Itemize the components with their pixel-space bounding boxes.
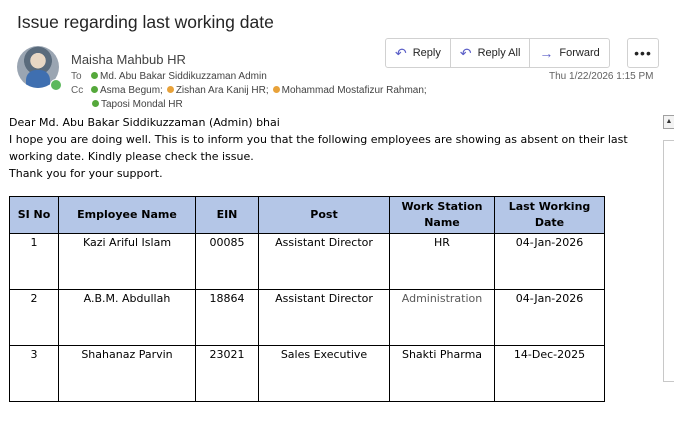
table-cell: Shakti Pharma [390,346,495,402]
more-icon: ••• [634,45,652,61]
table-header-row [10,197,605,234]
table-cell: 14-Dec-2025 [495,346,605,402]
column-header: SI No [10,197,59,234]
table-cell: 2 [10,290,59,346]
presence-icon [91,86,98,93]
table-cell: Assistant Director [259,290,390,346]
table-row [10,346,605,402]
sent-date: Thu 1/22/2026 1:15 PM [549,71,654,82]
cc-label: Cc [71,85,84,96]
table-cell: 04-Jan-2026 [495,290,605,346]
table-row [10,290,605,346]
message-actions [385,38,610,68]
reply-button[interactable]: ↶ Reply [386,39,451,67]
sender-name[interactable]: Maisha Mahbub HR [71,52,186,67]
column-header: EIN [196,197,259,234]
table-cell: 1 [10,234,59,290]
forward-button[interactable]: → Forward [539,45,600,61]
to-label: To [71,71,82,82]
scroll-up-icon[interactable]: ▲ [663,115,674,129]
column-header: Post [259,197,390,234]
recipient-cc-1[interactable]: Asma Begum; [91,85,163,96]
recipient-cc-4[interactable]: Taposi Mondal HR [92,99,183,110]
thanks-line: Thank you for your support. [9,167,163,180]
table-cell: Shahanaz Parvin [59,346,196,402]
body-paragraph: I hope you are doing well. This is to inform you that the following employees are showing as absent on their last working date. Kindly please check the issue. [9,133,628,163]
presence-icon [167,86,174,93]
table-cell: Sales Executive [259,346,390,402]
reply-all-button[interactable]: ↶ Reply All [451,39,531,67]
presence-icon [92,100,99,107]
forward-icon: → [539,45,554,61]
email-subject: Issue regarding last working date [17,12,274,32]
recipient-cc-2[interactable]: Zishan Ara Kanij HR; [167,85,269,96]
table-cell: Administration [390,290,495,346]
reply-icon: ↶ [395,45,407,61]
table-cell: Kazi Ariful Islam [59,234,196,290]
recipient-cc-3[interactable]: Mohammad Mostafizur Rahman; [273,85,427,96]
table-cell: 3 [10,346,59,402]
email-body [9,114,661,182]
table-cell: HR [390,234,495,290]
table-row [10,234,605,290]
column-header: Employee Name [59,197,196,234]
column-header: Work Station Name [390,197,495,234]
presence-icon [91,72,98,79]
more-actions-button[interactable] [627,38,659,68]
scrollbar-track[interactable] [663,140,674,382]
table-cell: 04-Jan-2026 [495,234,605,290]
table-cell: A.B.M. Abdullah [59,290,196,346]
table-cell: 18864 [196,290,259,346]
table-cell: Assistant Director [259,234,390,290]
vertical-scrollbar[interactable] [662,114,674,424]
table-cell: 23021 [196,346,259,402]
cc-line-2 [92,99,183,110]
employee-table [9,196,605,402]
to-line [71,71,267,82]
column-header: Last Working Date [495,197,605,234]
reply-all-icon: ↶ [459,45,472,61]
presence-available-icon [50,79,62,91]
greeting: Dear Md. Abu Bakar Siddikuzzaman (Admin) bhai [9,116,280,129]
cc-line [71,85,427,96]
presence-icon [273,86,280,93]
table-cell: 00085 [196,234,259,290]
recipient-to-1[interactable]: Md. Abu Bakar Siddikuzzaman Admin [91,71,267,82]
